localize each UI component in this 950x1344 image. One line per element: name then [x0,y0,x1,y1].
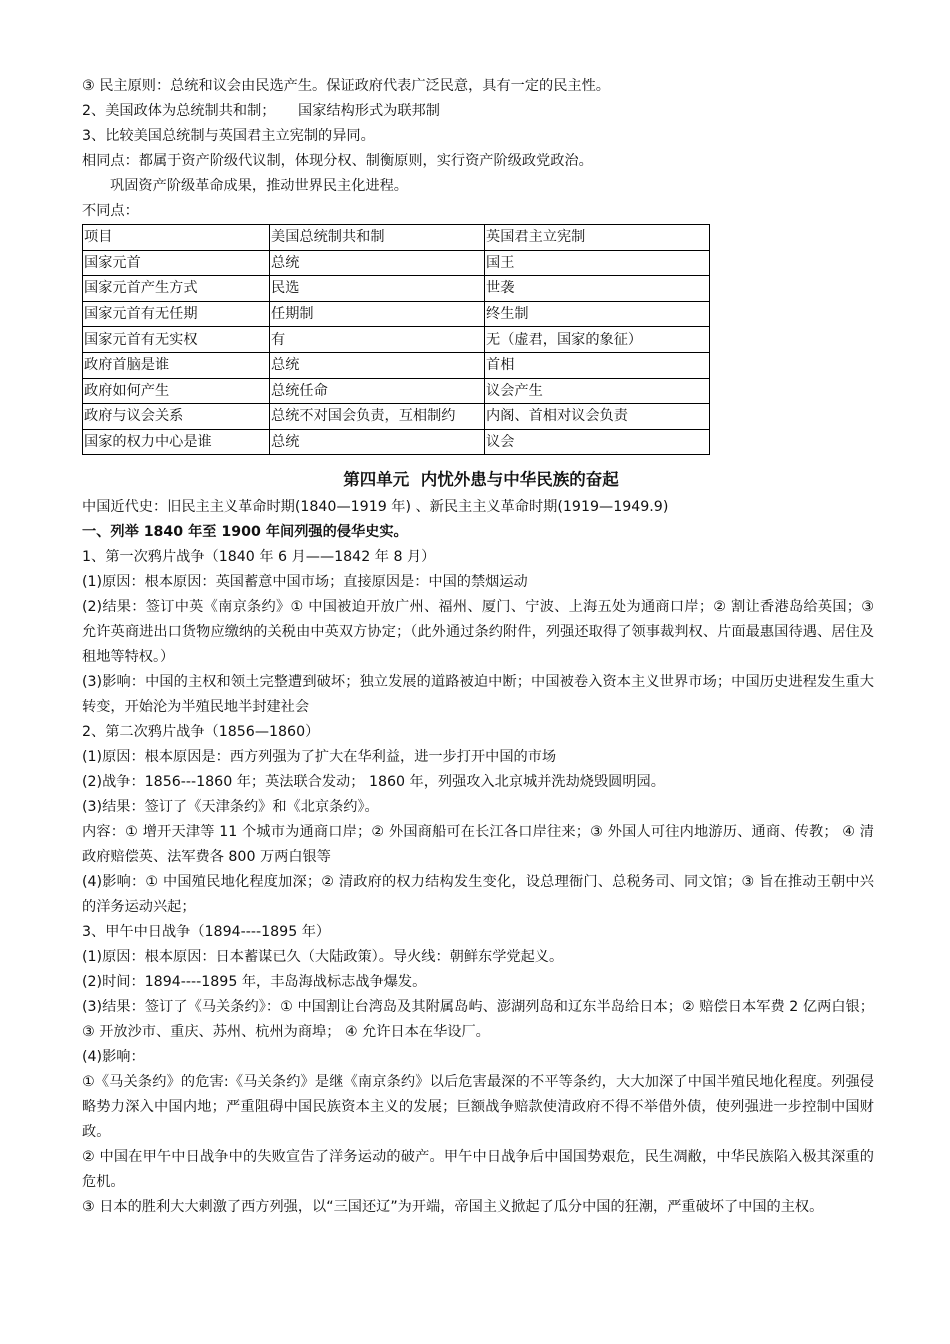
body-paragraph: 中国近代史：旧民主主义革命时期(1840—1919 年) 、新民主主义革命时期(1919—1949.9) [82,499,669,516]
body-paragraph: ③ 日本的胜利大大刺激了西方列强，以“三国还辽”为开端，帝国主义掀起了瓜分中国的狂潮，严重破坏了中国的主权。 [82,1199,824,1216]
body-paragraph: (4)影响： [82,1049,145,1066]
body-paragraph: (4)影响：① 中国殖民地化程度加深；② 清政府的权力结构发生变化，设总理衙门、总税务司、同文馆；③ 旨在推动王朝中兴的洋务运动兴起； [82,874,874,916]
body-paragraph: (1)原因：根本原因：日本蓄谋已久（大陆政策）。导火线：朝鲜东学党起义。 [82,949,564,966]
table-cell: 首相 [485,352,710,378]
table-cell: 国家元首 [83,250,270,276]
table-cell: 政府首脑是谁 [83,352,270,378]
table-cell: 国家元首有无任期 [83,301,270,327]
table-cell: 政府与议会关系 [83,404,270,430]
table-cell: 任期制 [270,301,485,327]
unit-title: 第四单元 内忧外患与中华民族的奋起 [343,470,619,490]
table-cell: 国王 [485,250,710,276]
body-paragraph: 内容：① 增开天津等 11 个城市为通商口岸；② 外国商船可在长江各口岸往来；③ 外国人可往内地游历、通商、传教； ④ 清政府赔偿英、法军费各 800 万两白银等 [82,824,874,866]
table-row [83,250,710,276]
body-paragraph: (3)结果：签订了《天津条约》和《北京条约》。 [82,799,379,816]
table-row [83,352,710,378]
table-cell: 终生制 [485,301,710,327]
table-cell: 政府如何产生 [83,378,270,404]
text-line: ③ 民主原则：总统和议会由民选产生。保证政府代表广泛民意，具有一定的民主性。 [82,78,610,94]
body-paragraph: ② 中国在甲午中日战争中的失败宣告了洋务运动的破产。甲午中日战争后中国国势艰危，民生凋敝，中华民族陷入极其深重的危机。 [82,1149,874,1191]
table-header-row [83,225,710,251]
section-heading: 一、列举 1840 年至 1900 年间列强的侵华史实。 [82,524,408,541]
table-cell: 内阁、首相对议会负责 [485,404,710,430]
body-paragraph: (1)原因：根本原因：英国蓄意中国市场；直接原因是：中国的禁烟运动 [82,574,528,591]
text-line: 巩固资产阶级革命成果，推动世界民主化进程。 [110,178,408,194]
table-cell: 总统 [270,250,485,276]
body-content [82,495,874,1220]
table-row [83,429,710,455]
body-paragraph: (2)时间：1894----1895 年，丰岛海战标志战争爆发。 [82,974,427,991]
text-line: 2、美国政体为总统制共和制； 国家结构形式为联邦制 [82,103,440,119]
table-header-cell: 美国总统制共和制 [270,225,485,251]
table-cell: 总统任命 [270,378,485,404]
table-cell: 民选 [270,276,485,302]
body-paragraph: (1)原因：根本原因是：西方列强为了扩大在华利益，进一步打开中国的市场 [82,749,557,766]
body-paragraph: (2)战争：1856---1860 年；英法联合发动； 1860 年，列强攻入北京城并洗劫烧毁圆明园。 [82,774,665,791]
table-header-cell: 英国君主立宪制 [485,225,710,251]
table-row [83,327,710,353]
document-page [82,74,874,1220]
table-cell: 总统 [270,352,485,378]
table-row [83,276,710,302]
text-line: 相同点：都属于资产阶级代议制，体现分权、制衡原则，实行资产阶级政党政治。 [82,153,593,169]
table-cell: 议会产生 [485,378,710,404]
table-cell: 议会 [485,429,710,455]
table-cell: 无（虚君，国家的象征） [485,327,710,353]
table-row [83,404,710,430]
table-cell: 总统 [270,429,485,455]
body-paragraph: (2)结果：签订中英《南京条约》① 中国被迫开放广州、福州、厦门、宁波、上海五处为通商口岸；② 割让香港岛给英国；③ 允许英商进出口货物应缴纳的关税由中英双方协定；（此外通过条约附件，列强还取得了领事裁判权、片面最惠国待遇、居住及租地等特权。） [82,599,874,666]
body-paragraph: 3、甲午中日战争（1894----1895 年） [82,924,331,941]
table-cell: 有 [270,327,485,353]
body-paragraph: (3)结果：签订了《马关条约》：① 中国割让台湾岛及其附属岛屿、澎湖列岛和辽东半岛给日本；② 赔偿日本军费 2 亿两白银； ③ 开放沙市、重庆、苏州、杭州为商埠； ④ 允许日本在华设厂。 [82,999,874,1041]
body-paragraph: 2、第二次鸦片战争（1856—1860） [82,724,320,741]
table-cell: 国家元首有无实权 [83,327,270,353]
text-line: 3、比较美国总统制与英国君主立宪制的异同。 [82,128,375,144]
body-paragraph: (3)影响：中国的主权和领土完整遭到破坏；独立发展的道路被迫中断；中国被卷入资本主义世界市场；中国历史进程发生重大转变，开始沦为半殖民地半封建社会 [82,674,874,716]
table-cell: 总统不对国会负责，互相制约 [270,404,485,430]
body-paragraph: ①《马关条约》的危害:《马关条约》是继《南京条约》以后危害最深的不平等条约，大大加深了中国半殖民地化程度。列强侵略势力深入中国内地；严重阻碍中国民族资本主义的发展；巨额战争赔款使清政府不得不举借外债，使列强进一步控制中国财政。 [82,1074,874,1141]
table-cell: 国家的权力中心是谁 [83,429,270,455]
text-line: 不同点： [82,203,139,219]
table-row [83,378,710,404]
table-cell: 世袭 [485,276,710,302]
comparison-table [82,224,710,455]
table-cell: 国家元首产生方式 [83,276,270,302]
body-paragraph: 1、第一次鸦片战争（1840 年 6 月——1842 年 8 月） [82,549,436,566]
table-row [83,301,710,327]
table-header-cell: 项目 [83,225,270,251]
